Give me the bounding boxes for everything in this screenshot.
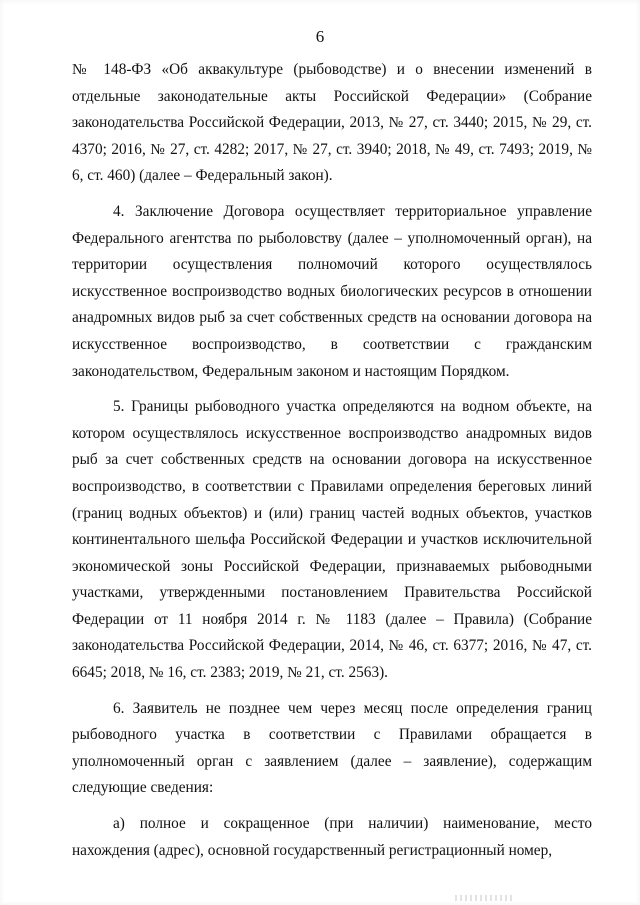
document-body [72, 57, 592, 864]
page-number: 6 [315, 27, 325, 46]
scan-artifact [455, 895, 515, 901]
paragraph-item-6a: а) полное и сокращенное (при наличии) наименование, место нахождения (адрес), основной государственный регистрационный номер, [72, 815, 592, 859]
paragraph-item-4: 4. Заключение Договора осуществляет территориальное управление Федерального агентства по рыболовству (далее – уполномоченный орган), на территории осуществления полномочий которого осуществлялось искусственное воспроизводство водных биологических ресурсов в отношении анадромных видов рыб за счет собственных средств на основании договора на искусственное воспроизводство, в соответствии с гражданским законодательством, Федеральным законом и настоящим Порядком. [72, 202, 592, 380]
paragraph-item-5: 5. Границы рыбоводного участка определяются на водном объекте, на котором осуществлялось искусственное воспроизводство анадромных видов рыб за счет собственных средств на основании договора на искусственное воспроизводство, в соответствии с Правилами определения береговых линий (границ водных объектов) и (или) границ частей водных объектов, участков континентального шельфа Российской Федерации и участков исключительной экономической зоны Российской Федерации, признаваемых рыбоводными участками, утвержденными постановлением Правительства Российской Федерации от 11 ноября 2014 г. № 1183 (далее – Правила) (Собрание законодательства Российской Федерации, 2014, № 46, ст. 6377; 2016, № 47, ст. 6645; 2018, № 16, ст. 2383; 2019, № 21, ст. 2563). [72, 398, 592, 682]
paragraph-item-6: 6. Заявитель не позднее чем через месяц после определения границ рыбоводного участка в соответствии с Правилами обращается в уполномоченный орган с заявлением (далее – заявление), содержащим следующие сведения: [72, 699, 592, 797]
paragraph-continuation: № 148-ФЗ «Об аквакультуре (рыбоводстве) и о внесении изменений в отдельные законодательные акты Российской Федерации» (Собрание законодательства Российской Федерации, 2013, № 27, ст. 3440; 2015, № 29, ст. 4370; 2016, № 27, ст. 4282; 2017, № 27, ст. 3940; 2018, № 49, ст. 7493; 2019, № 6, ст. 460) (далее – Федеральный закон). [72, 61, 592, 185]
